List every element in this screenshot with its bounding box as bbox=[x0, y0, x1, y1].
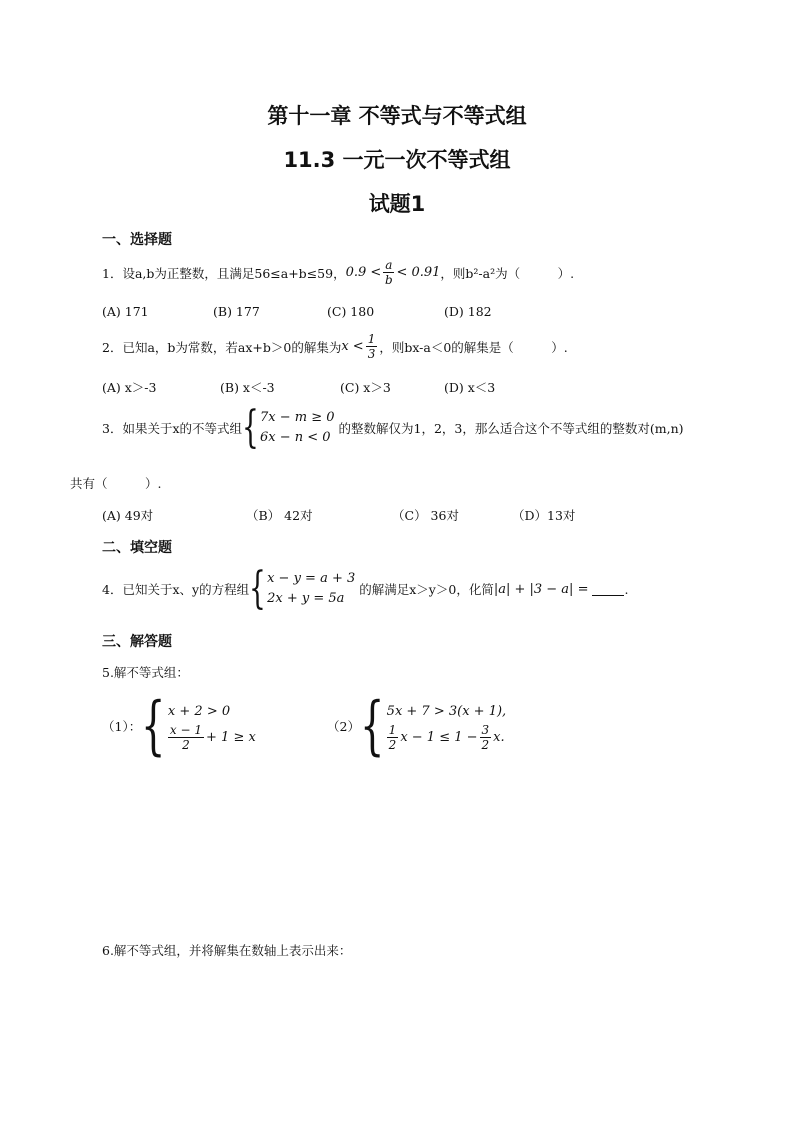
q3-option-b: （B） 42对 bbox=[246, 508, 313, 523]
q5-part-1 bbox=[102, 689, 256, 763]
heading-choice: 一、选择题 bbox=[102, 232, 172, 248]
q5-p2-brace: { bbox=[359, 689, 385, 763]
chapter-title: 第十一章 不等式与不等式组 bbox=[267, 104, 527, 128]
question-4: 4．已知关于x、y的方程组 { x − y = a + 3 2x + y = 5a 的解满足x＞y＞0，化简 |a| + |3 − a| = . bbox=[102, 563, 629, 614]
q3-pre: 3．如果关于x的不等式组 bbox=[102, 421, 243, 436]
q3-continuation: 共有（ ）. bbox=[70, 476, 162, 491]
question-1 bbox=[102, 258, 574, 287]
q5-p2-system: 5x + 7 > 3(x + 1), $\frac{1}{2}$ x − 1 ≤ 1 − $\frac{3}{2}$ x. bbox=[386, 703, 507, 752]
q4-post: 的解满足x＞y＞0，化简 bbox=[359, 582, 494, 597]
q3-brace: { bbox=[242, 402, 259, 453]
q1-math-right: < 0.91 bbox=[396, 265, 441, 280]
q5-part-2 bbox=[327, 689, 507, 763]
q2-option-d: (D) x＜3 bbox=[444, 380, 496, 395]
q3-option-a: (A) 49对 bbox=[102, 508, 154, 523]
q1-math-left: 0.9 < bbox=[345, 265, 382, 280]
question-2 bbox=[102, 332, 568, 361]
q1-option-c: (C) 180 bbox=[327, 304, 375, 319]
q3-option-d: （D）13对 bbox=[512, 508, 576, 523]
q4-answer-blank[interactable] bbox=[592, 583, 624, 596]
q4-pre: 4．已知关于x、y的方程组 bbox=[102, 582, 250, 597]
question-3 bbox=[102, 402, 684, 453]
q3-option-c: （C） 36对 bbox=[392, 508, 459, 523]
q1-pre: 1．设a,b为正整数，且满足56≤a+b≤59， bbox=[102, 265, 346, 281]
q5-p1-system: x + 2 > 0 $\frac{x - 1}{2}$ + 1 ≥ x bbox=[167, 703, 256, 752]
q2-option-b: (B) x＜-3 bbox=[220, 380, 275, 395]
q1-post: ，则b²-a²为（ ）. bbox=[440, 265, 575, 281]
q2-math: x < bbox=[341, 339, 364, 354]
q3-system: 7x − m ≥ 0 6x − n < 0 bbox=[260, 410, 335, 445]
q4-brace: { bbox=[249, 563, 266, 614]
test-title: 试题1 bbox=[368, 192, 426, 216]
q6-title: 6.解不等式组，并将解集在数轴上表示出来： bbox=[102, 943, 352, 958]
q5-p1-label: （1）： bbox=[102, 719, 142, 734]
q1-option-d: (D) 182 bbox=[444, 304, 492, 319]
heading-fill: 二、填空题 bbox=[102, 540, 172, 556]
q2-pre: 2．已知a，b为常数，若ax+b＞0的解集为 bbox=[102, 339, 342, 355]
q2-option-a: (A) x＞-3 bbox=[102, 380, 157, 395]
q1-option-b: (B) 177 bbox=[213, 304, 260, 319]
q4-expression: |a| + |3 − a| = bbox=[493, 581, 589, 597]
q5-title: 5.解不等式组： bbox=[102, 665, 189, 680]
q2-option-c: (C) x＞3 bbox=[340, 380, 391, 395]
q2-fraction: $\frac{1}{3}$ bbox=[367, 332, 376, 361]
q5-p1-brace: { bbox=[141, 689, 166, 763]
q4-system: x − y = a + 3 2x + y = 5a bbox=[267, 571, 356, 606]
q2-post: ，则bx-a＜0的解集是（ ）. bbox=[379, 339, 568, 355]
q3-post: 的整数解仅为1，2，3，那么适合这个不等式组的整数对(m,n) bbox=[338, 421, 684, 436]
heading-solve: 三、解答题 bbox=[102, 634, 172, 650]
q1-option-a: (A) 171 bbox=[102, 304, 149, 319]
q5-p2-label: （2） bbox=[327, 719, 360, 734]
q1-fraction: $\frac{a}{b}$ bbox=[385, 258, 393, 287]
section-title: 11.3 一元一次不等式组 bbox=[283, 148, 511, 172]
